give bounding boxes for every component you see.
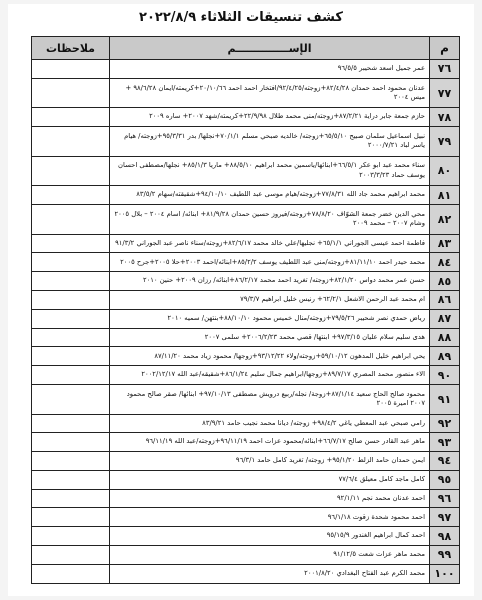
row-name-details: نبيل اسماعيل سلمان صبيح ٦٥/٥/١٠+زوجته/ خالديه صبحي مسلم ٧٠/١/١+نجلها/ بدر ٩٥/٣/٣١+زوجته/ هيام ياسر لباد ٢٠٠٠/٧/٢١ [110,127,430,157]
row-name-details: الاء منصور محمد المصري ٨٩/٧/١٧+زوجها/ابراهيم جمال سليم ٨٦/١/٢٤+شقيقه/عبد الله ٢٠٠٢/١٢/١٧ [110,366,430,385]
row-number: ٨٥ [430,272,460,291]
row-notes [32,127,110,157]
row-number: ٨٨ [430,328,460,347]
row-number: ٨٢ [430,205,460,235]
row-number: ٩٥ [430,470,460,489]
table-row [32,384,460,414]
table-row [32,78,460,108]
row-name-details: محمد الكرم عبد الفتاح البغدادي ٢٠٠١/٨/٢٠ [110,564,430,583]
row-name-details: احمد عدنان محمد نجم ٩٢/١/١١ [110,489,430,508]
row-number: ٨٤ [430,253,460,272]
row-name-details: رامي صبحي عبد المعطي ياغي ٩٨/٤/٢+ زوجته/ ديانا محمد نجيب حامد ٨٣/٩/٢١ [110,414,430,433]
table-row [32,366,460,385]
row-number: ٩١ [430,384,460,414]
row-name-details: حسن عمر محمد دواس ٨٢/١/٢٠+زوجته/ تغريد احمد محمد ٨٦/٢/١٧+ابنائه/ رزان ٢٠٠٩+ حنين ٢٠١٠ [110,272,430,291]
table-row [32,186,460,205]
row-notes [32,384,110,414]
row-number: ٧٧ [430,78,460,108]
row-number: ٨٣ [430,234,460,253]
row-notes [32,290,110,309]
row-name-details: ماهر عبد القادر حسن صالح ٦٦/٧/١٧+ابنائه/محمود عزات احمد ٩٦/١١/١٩+زوجته/عبد الله ٩٦/١١/١٩ [110,433,430,452]
row-notes [32,108,110,127]
document-title: كشف تنسيقات الثلاثاء ٢٠٢٢/٨/٩ [139,10,343,25]
row-name-details: كامل ماجد كامل معيلق ٧٧/٦/٤ [110,470,430,489]
row-name-details: حازم جمعة جابر دراية ٨٧/٢/٢١+زوجته/منى محمد طلال ٢٢/٩/٩٨+كريمته/شهد ٢٠٠٧+ ساره ٢٠٠٩ [110,108,430,127]
row-notes [32,205,110,235]
row-notes [32,234,110,253]
table-row [32,253,460,272]
table-row [32,527,460,546]
table-row [32,234,460,253]
table-body [32,60,460,584]
row-number: ٧٨ [430,108,460,127]
row-name-details: محمود صالح الحاج سعيد ٨٧/١/١٤+زوجة/ نجله/ربيع درويش مصطفى ٩٧/١٠/١٣+ ابنائها/ صقر صالح محمود ٢٠٠٧ اميرة ٢٠٠٥ [110,384,430,414]
row-notes [32,564,110,583]
header-notes: ملاحظات [32,37,110,60]
table-row [32,309,460,328]
row-number: ٨١ [430,186,460,205]
row-notes [32,470,110,489]
table-row [32,414,460,433]
row-number: ٩٨ [430,527,460,546]
table-row [32,156,460,186]
row-notes [32,366,110,385]
table-row [32,508,460,527]
row-name-details: عمر جميل اسعد شحيبر ٩٦/٥/٥ [110,60,430,79]
table-row [32,328,460,347]
row-name-details: محمد حيدر احمد ٨١/١١/١٠+زوجته/منى عبد اللطيف يوسف ٨٥/٢/٢+ابنائه/احمد ٢٠٠٣+حلا ٢٠٠٥+جرح ٢٠٠٥ [110,253,430,272]
row-notes [32,186,110,205]
row-name-details: احمد محمود شحدة زقوت ٩٦/١/١٨ [110,508,430,527]
row-notes [32,414,110,433]
table-row [32,564,460,583]
table-row [32,205,460,235]
table-row [32,470,460,489]
table-row [32,452,460,471]
header-number: م [430,37,460,60]
row-notes [32,508,110,527]
row-notes [32,60,110,79]
document-sheet [8,4,474,596]
table-row [32,546,460,565]
row-notes [32,272,110,291]
row-notes [32,328,110,347]
row-name-details: محمد ابراهيم محمد جاد الله ٧٧/٨/٣١+زوجته/هيام موسى عبد اللطيف ٩٤/١٠/١٠+شقيقته/سهام ٨٣/٥/٢ [110,186,430,205]
table-header-row [32,37,460,60]
row-number: ٩٦ [430,489,460,508]
row-number: ٩٤ [430,452,460,471]
row-name-details: هدى سليم سلام عليان ٩٧/٣/١٥+ ابنتها/ قصي محمد ٢٠٠٦/٢/٢٣+ سلمى ٢٠٠٧ [110,328,430,347]
row-name-details: رياض حمدي نصر شحيبر ٧٩/٥/٢٦+زوجته/منال خميس محمود ٨٨/١٠/١٠+بنتهن/ سميه ٢٠١٠ [110,309,430,328]
row-notes [32,309,110,328]
row-number: ٨٧ [430,309,460,328]
row-name-details: سناء محمد عبد ابو عكر ٦٦/٥/١+ابنائها/ياسمين محمد ابراهيم ٨٨/٥/١٠+ ماريا ٨٥/١/٣+ نجلها/مصطفى احسان يوسف حماد ٢٠٠٣/٣/٢٣ [110,156,430,186]
row-name-details: ايمن حمدان حامد الزلط ٩٥/١/٢٠+ زوجته/ تغريد كامل حامد ٩٦/٣/١ [110,452,430,471]
row-name-details: ام محمد عبد الرحمن الاشعل ٦٢/٢/١+ رنيس خليل ابراهيم ٧٩/٣/٧ [110,290,430,309]
row-number: ٩٩ [430,546,460,565]
row-number: ٨٦ [430,290,460,309]
header-name: الإســــــــــــــم [110,37,430,60]
row-notes [32,527,110,546]
row-name-details: محمد ماهر عزات شعت ٩١/١٢/٥ [110,546,430,565]
row-number: ٩٧ [430,508,460,527]
table-row [32,347,460,366]
row-notes [32,78,110,108]
row-notes [32,546,110,565]
row-name-details: يحي ابراهيم خليل المدهون ٥٩/١٠/١٢+زوجته/ولاء ٩٣/١٢/٢٢+زوجها/ محمود زياد محمد ٨٧/١١/٢٠ [110,347,430,366]
row-number: ٧٦ [430,60,460,79]
row-notes [32,347,110,366]
row-number: ٧٩ [430,127,460,157]
names-table [31,36,460,584]
row-notes [32,253,110,272]
row-number: ١٠٠ [430,564,460,583]
table-row [32,60,460,79]
table-row [32,272,460,291]
row-number: ٨٩ [430,347,460,366]
row-number: ٩٣ [430,433,460,452]
row-number: ٨٠ [430,156,460,186]
row-name-details: فاطمة احمد عيسى الجوراني ٦٥/١/١+ نجليها/علي خالد محمد ٨٢/٦/١٧+زوجته/سناء ناصر عبد الجوراني ٩١/٣/٢ [110,234,430,253]
row-number: ٩٢ [430,414,460,433]
row-notes [32,156,110,186]
row-number: ٩٠ [430,366,460,385]
table-row [32,290,460,309]
row-notes [32,452,110,471]
row-notes [32,433,110,452]
row-notes [32,489,110,508]
row-name-details: عدنان محمود احمد حمدان ٨٢/٤/٢٨+زوجته/٩٢/٤/٢٥/افتخار احمد احمد ٢٠/١٠/٦٦+كريمته/ايمان ٩٨/٦/٢٨ + ميس ٢٠٠٤ [110,78,430,108]
table-row [32,108,460,127]
table-row [32,127,460,157]
row-name-details: احمد كمال ابراهيم الغندور ٩٥/١٥/٩ [110,527,430,546]
table-row [32,489,460,508]
row-name-details: محي الدين خضر جمعة الشوّاف ٧٨/٨/٢٠+زوجته/فيروز حسين حمدان ٨١/٩/٢٨+ ابنائه/ اسام ٢٠٠٤ – بلال ٢٠٠٥ وشام ٢٠٠٧ – محمد ٢٠٠٩ [110,205,430,235]
table-row [32,433,460,452]
